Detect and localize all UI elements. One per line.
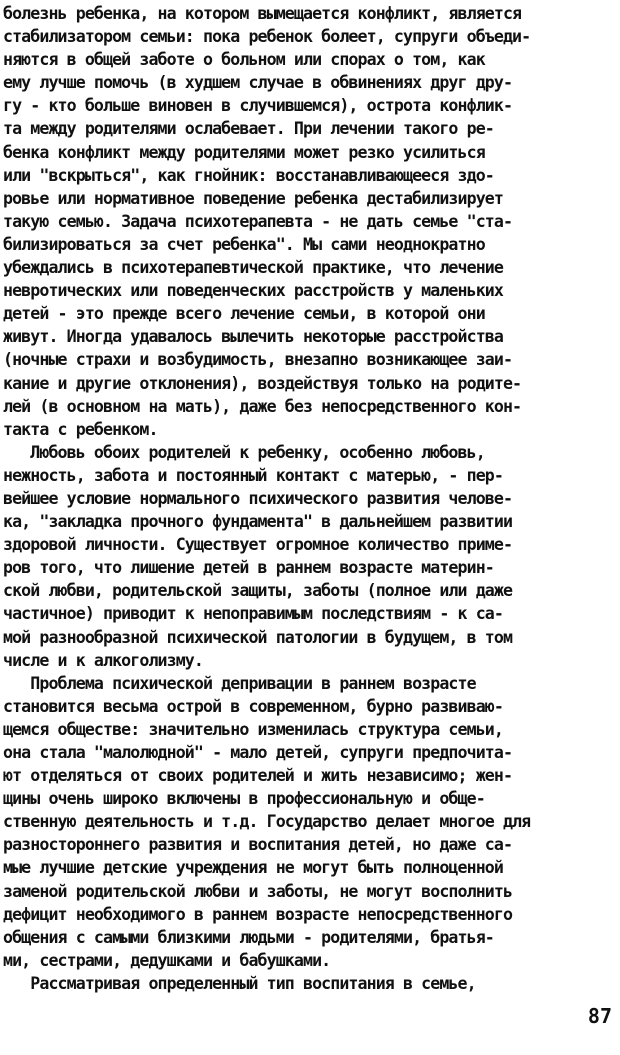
text-line: щемся обществе: значительно изменилась структура семьи,	[3, 719, 503, 739]
text-line: нежность, забота и постоянный контакт с матерью, - пер-	[3, 465, 503, 485]
text-line: ми, сестрами, дедушками и бабушками.	[3, 950, 331, 970]
text-line: общения с самыми близкими людьми - родителями, братья-	[3, 927, 494, 947]
text-line: билизироваться за счет ребенка". Мы сами неоднократно	[3, 234, 485, 254]
text-line: ют отделяться от своих родителей и жить независимо; жен-	[3, 766, 513, 786]
text-line: Любовь обоих родителей к ребенку, особенно любовь,	[3, 442, 485, 462]
text-line: ской любви, родительской защиты, заботы (полное или даже	[3, 581, 513, 601]
text-line: щины очень широко включены в профессиональную и обще-	[3, 789, 485, 809]
text-line: ка, "закладка прочного фундамента" в дальнейшем развитии	[3, 512, 513, 532]
text-line: дефицит необходимого в раннем возрасте непосредственного	[3, 904, 513, 924]
text-line: бенка конфликт между родителями может резко усилиться	[3, 142, 485, 162]
text-line: лей (в основном на мать), даже без непосредственного кон-	[3, 396, 522, 416]
text-line: частичное) приводит к непоправимым последствиям - к са-	[3, 604, 503, 624]
text-line: заменой родительской любви и заботы, не могут восполнить	[3, 881, 513, 901]
text-line: ровье или нормативное поведение ребенка дестабилизирует	[3, 188, 503, 208]
text-line: такта с ребенком.	[3, 419, 158, 439]
text-line: кание и другие отклонения), воздействуя только на родите-	[3, 373, 522, 393]
page-number: 87	[587, 1004, 612, 1028]
text-line: вейшее условие нормального психического развития челове-	[3, 488, 513, 508]
body-text	[3, 2, 615, 995]
text-line: или "вскрыться", как гнойник: восстанавливающееся здо-	[3, 165, 494, 185]
text-line: она стала "малолюдной" - мало детей, супруги предпочита-	[3, 743, 513, 762]
text-line: здоровой личности. Существует огромное количество приме-	[3, 535, 513, 555]
text-line: стабилизатором семьи: пока ребенок болеет, супруги объеди-	[3, 27, 531, 47]
text-line: мой разнообразной психической патологии в будущем, в том	[3, 627, 513, 647]
text-line: детей - это прежде всего лечение семьи, в которой они	[3, 304, 485, 324]
text-line: такую семью. Задача психотерапевта - не дать семье "ста-	[3, 211, 513, 231]
text-line: няются в общей заботе о больном или спорах о том, как	[3, 50, 485, 70]
text-line: гу - кто больше виновен в случившемся), острота конфлик-	[3, 96, 513, 116]
text-line: ров того, что лишение детей в раннем возрасте материн-	[3, 558, 494, 578]
text-line: живут. Иногда удавалось вылечить некоторые расстройства	[3, 327, 503, 347]
text-line: убеждались в психотерапевтической практике, что лечение	[3, 258, 503, 278]
text-line: болезнь ребенка, на котором вымещается конфликт, является	[3, 4, 522, 23]
text-line: (ночные страхи и возбудимость, внезапно возникающее заи-	[3, 350, 513, 370]
text-line: ему лучше помочь (в худшем случае в обвинениях друг дру-	[3, 73, 513, 93]
text-line: разностороннего развития и воспитания детей, но даже са-	[3, 835, 513, 855]
text-line: та между родителями ослабевает. При лечении такого ре-	[3, 119, 494, 139]
text-line: числе и к алкоголизму.	[3, 650, 203, 670]
text-line: невротических или поведенческих расстройств у маленьких	[3, 281, 503, 301]
text-line: мые лучшие детские учреждения не могут быть полноценной	[3, 858, 503, 878]
text-line: становится весьма острой в современном, бурно развиваю-	[3, 696, 503, 716]
text-line: ственную деятельность и т.д. Государство делает многое для	[3, 812, 531, 832]
text-line: Проблема психической депривации в раннем возрасте	[3, 673, 476, 693]
text-line: Рассматривая определенный тип воспитания в семье,	[3, 973, 476, 993]
